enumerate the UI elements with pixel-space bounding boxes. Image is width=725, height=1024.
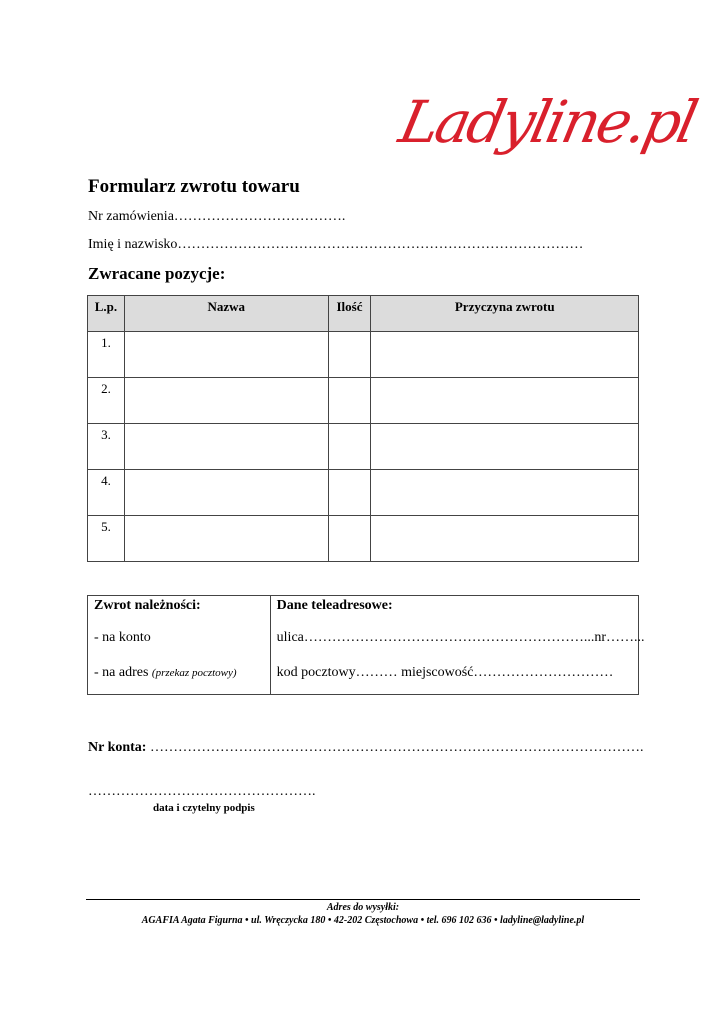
table-row — [88, 470, 639, 516]
item-name-cell[interactable] — [124, 332, 328, 378]
address-title: Dane teleadresowe: — [276, 598, 393, 613]
item-quantity-cell[interactable] — [328, 332, 371, 378]
account-dots: ……………………………………………………………………………………………. — [149, 740, 644, 755]
refund-cell — [88, 596, 271, 695]
footer-divider — [86, 899, 640, 900]
full-name-field[interactable]: Imię i nazwisko…………………………………………………………………………… — [88, 237, 584, 252]
refund-option-account[interactable]: - na konto — [94, 630, 151, 645]
header-reason: Przyczyna zwrotu — [371, 296, 639, 332]
account-label: Nr konta: — [88, 740, 147, 755]
row-number: 4. — [88, 470, 125, 516]
item-reason-cell[interactable] — [371, 332, 639, 378]
item-quantity-cell[interactable] — [328, 470, 371, 516]
item-reason-cell[interactable] — [371, 470, 639, 516]
footer-address: AGAFIA Agata Figurna • ul. Wręczycka 180 • 42-202 Częstochowa • tel. 696 102 636 • ladyline@ladyline.pl — [141, 915, 585, 926]
row-number: 2. — [88, 378, 125, 424]
account-number-field[interactable] — [88, 740, 643, 756]
form-title: Formularz zwrotu towaru — [88, 176, 300, 197]
signature-field[interactable]: …………………………………………. — [88, 784, 316, 799]
return-items-table — [87, 295, 639, 562]
item-name-cell[interactable] — [124, 424, 328, 470]
table-row — [88, 516, 639, 562]
refund-option-address[interactable] — [94, 665, 237, 681]
brand-logo-text: Ladyline.pl — [393, 88, 701, 156]
table-header-row — [88, 296, 639, 332]
address-cell — [270, 596, 645, 695]
table-row — [88, 378, 639, 424]
footer-heading: Adres do wysyłki: — [326, 902, 400, 913]
item-name-cell[interactable] — [124, 516, 328, 562]
items-section-title: Zwracane pozycje: — [88, 264, 226, 283]
header-name: Nazwa — [124, 296, 328, 332]
street-field[interactable]: ulica……………………………………………………...nr……... — [276, 630, 645, 645]
row-number: 3. — [88, 424, 125, 470]
item-reason-cell[interactable] — [371, 424, 639, 470]
refund-option-address-label: - na adres — [94, 665, 149, 680]
signature-label: data i czytelny podpis — [153, 802, 255, 814]
row-number: 5. — [88, 516, 125, 562]
item-name-cell[interactable] — [124, 378, 328, 424]
item-quantity-cell[interactable] — [328, 378, 371, 424]
item-quantity-cell[interactable] — [328, 516, 371, 562]
refund-option-address-note: (przekaz pocztowy) — [151, 667, 237, 679]
table-row — [88, 332, 639, 378]
brand-logo — [393, 84, 701, 162]
brand-logo-image — [393, 84, 701, 162]
postal-city-field[interactable]: kod pocztowy……… miejscowość………………………… — [276, 665, 614, 680]
header-quantity: Ilość — [328, 296, 371, 332]
refund-address-table — [87, 595, 645, 695]
item-reason-cell[interactable] — [371, 516, 639, 562]
item-reason-cell[interactable] — [371, 378, 639, 424]
item-name-cell[interactable] — [124, 470, 328, 516]
refund-title: Zwrot należności: — [94, 598, 201, 613]
item-quantity-cell[interactable] — [328, 424, 371, 470]
order-number-field[interactable]: Nr zamówienia………………………………. — [88, 209, 346, 224]
table-row — [88, 424, 639, 470]
row-number: 1. — [88, 332, 125, 378]
header-lp: L.p. — [88, 296, 125, 332]
